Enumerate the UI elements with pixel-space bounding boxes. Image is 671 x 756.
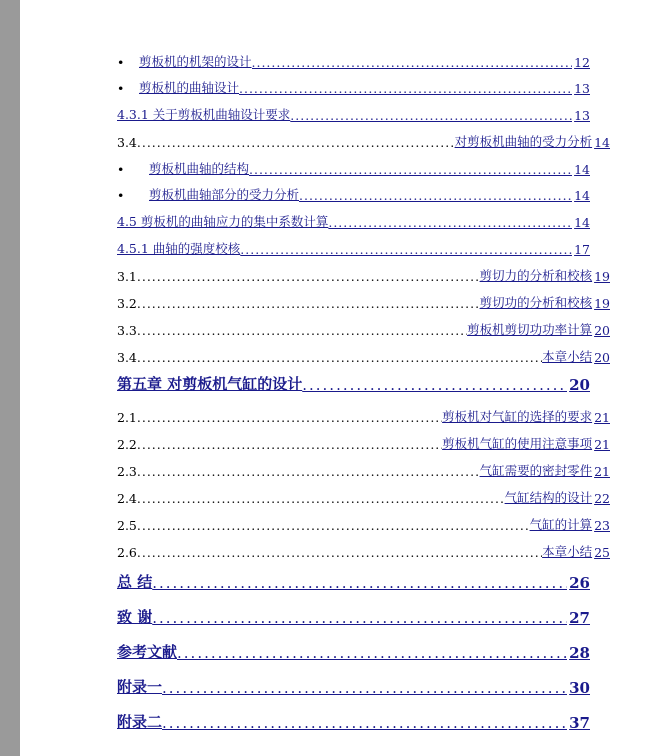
- toc-page-number[interactable]: 30: [569, 679, 590, 697]
- toc-entry[interactable]: [117, 345, 610, 365]
- toc-entry[interactable]: [117, 603, 590, 627]
- toc-leader-dots: [137, 518, 530, 533]
- toc-page-number[interactable]: 19: [594, 269, 610, 284]
- toc-entry[interactable]: [117, 459, 610, 479]
- toc-leader-dots: [137, 464, 480, 479]
- toc-entry-number: 3.4: [117, 350, 137, 365]
- toc-page-number[interactable]: 12: [574, 55, 590, 70]
- toc-entry[interactable]: [117, 370, 590, 394]
- toc-entry[interactable]: [117, 237, 590, 257]
- toc-leader-dots: [177, 644, 567, 662]
- toc-entry-title[interactable]: 4.5 剪板机的曲轴应力的集中系数计算: [117, 214, 329, 229]
- toc-entry-title[interactable]: 总 结: [117, 573, 153, 591]
- toc-leader-dots: [152, 609, 567, 627]
- toc-entry-title[interactable]: 4.3.1 关于剪板机曲轴设计要求: [117, 107, 291, 122]
- bullet-icon: •: [117, 81, 125, 96]
- toc-entry[interactable]: [117, 638, 590, 662]
- toc-entry[interactable]: [117, 568, 590, 592]
- toc-entry[interactable]: [117, 130, 610, 150]
- toc-page-number[interactable]: 14: [574, 188, 590, 203]
- toc-leader-dots: [252, 55, 573, 70]
- toc-entry-number: 2.2: [117, 437, 137, 452]
- toc-page-number[interactable]: 21: [594, 437, 610, 452]
- toc-page-number[interactable]: 14: [574, 215, 590, 230]
- toc-entry-number: 3.4: [117, 135, 137, 150]
- toc-entry[interactable]: [117, 157, 590, 177]
- toc-leader-dots: [137, 323, 467, 338]
- toc-entry-title[interactable]: 剪板机的机架的设计: [139, 54, 252, 69]
- toc-entry-title[interactable]: 对剪板机曲轴的受力分析: [454, 134, 593, 149]
- toc-page-number[interactable]: 28: [569, 644, 590, 662]
- bullet-icon: •: [117, 55, 125, 70]
- toc-leader-dots: [137, 410, 442, 425]
- toc-leader-dots: [137, 269, 480, 284]
- toc-entry[interactable]: [117, 673, 590, 697]
- toc-page-number[interactable]: 25: [594, 545, 610, 560]
- toc-entry-number: 3.3: [117, 323, 137, 338]
- toc-page-number[interactable]: 23: [594, 518, 610, 533]
- toc-entry-title[interactable]: 剪板机气缸的使用注意事项: [442, 436, 593, 451]
- toc-leader-dots: [137, 135, 455, 150]
- toc-entry-title[interactable]: 气缸结构的设计: [504, 490, 593, 505]
- toc-entry[interactable]: [117, 708, 590, 732]
- document-page: [20, 0, 671, 756]
- toc-page-number[interactable]: 22: [594, 491, 610, 506]
- toc-entry[interactable]: [117, 432, 610, 452]
- toc-entry[interactable]: [117, 291, 610, 311]
- toc-leader-dots: [328, 215, 572, 230]
- toc-leader-dots: [137, 350, 542, 365]
- window-left-gutter: [0, 0, 20, 756]
- toc-entry-number: 2.4: [117, 491, 137, 506]
- toc-entry-title[interactable]: 剪板机对气缸的选择的要求: [442, 409, 593, 424]
- toc-entry-title[interactable]: 4.5.1 曲轴的强度校核: [117, 241, 241, 256]
- toc-entry-number: 2.1: [117, 410, 137, 425]
- bullet-icon: •: [117, 188, 125, 203]
- toc-entry-title[interactable]: 剪板机曲轴的结构: [149, 161, 250, 176]
- toc-entry-number: 3.2: [117, 296, 137, 311]
- toc-entry-title[interactable]: 附录一: [117, 678, 163, 696]
- toc-page-number[interactable]: 13: [574, 81, 590, 96]
- toc-entry-title[interactable]: 致 谢: [117, 608, 153, 626]
- toc-entry[interactable]: [117, 183, 590, 203]
- toc-entry-title[interactable]: 气缸的计算: [529, 517, 593, 532]
- toc-leader-dots: [302, 376, 567, 394]
- toc-leader-dots: [249, 162, 572, 177]
- toc-page-number[interactable]: 14: [574, 162, 590, 177]
- toc-entry-title[interactable]: 附录二: [117, 713, 163, 731]
- toc-entry-title[interactable]: 剪板机曲轴部分的受力分析: [149, 187, 300, 202]
- toc-entry[interactable]: [117, 513, 610, 533]
- toc-entry-number: 2.6: [117, 545, 137, 560]
- toc-entry-title[interactable]: 本章小结: [542, 349, 593, 364]
- toc-page-number[interactable]: 26: [569, 574, 590, 592]
- toc-leader-dots: [137, 491, 505, 506]
- toc-page-number[interactable]: 20: [594, 323, 610, 338]
- toc-page-number[interactable]: 27: [569, 609, 590, 627]
- toc-page-number[interactable]: 21: [594, 464, 610, 479]
- toc-leader-dots: [239, 81, 572, 96]
- toc-entry[interactable]: [117, 318, 610, 338]
- toc-entry-number: 2.5: [117, 518, 137, 533]
- toc-page-number[interactable]: 20: [594, 350, 610, 365]
- toc-entry[interactable]: [117, 76, 590, 96]
- toc-leader-dots: [240, 242, 572, 257]
- toc-page-number[interactable]: 20: [569, 376, 590, 394]
- toc-leader-dots: [290, 108, 572, 123]
- toc-entry-title[interactable]: 剪板机的曲轴设计: [139, 80, 240, 95]
- toc-page-number[interactable]: 37: [569, 714, 590, 732]
- toc-entry[interactable]: [117, 210, 590, 230]
- toc-entry-title[interactable]: 剪切力的分析和校核: [479, 268, 593, 283]
- toc-leader-dots: [162, 714, 567, 732]
- toc-leader-dots: [137, 296, 480, 311]
- toc-entry-title[interactable]: 剪板机剪切功功率计算: [467, 322, 593, 337]
- toc-entry-title[interactable]: 参考文献: [117, 643, 178, 661]
- toc-entry-title[interactable]: 本章小结: [542, 544, 593, 559]
- toc-page-number[interactable]: 19: [594, 296, 610, 311]
- toc-entry-title[interactable]: 气缸需要的密封零件: [479, 463, 593, 478]
- toc-entry[interactable]: [117, 264, 610, 284]
- toc-leader-dots: [137, 545, 542, 560]
- toc-page-number[interactable]: 17: [574, 242, 590, 257]
- toc-leader-dots: [152, 574, 567, 592]
- toc-leader-dots: [299, 188, 572, 203]
- toc-page-number[interactable]: 21: [594, 410, 610, 425]
- toc-entry-number: 2.3: [117, 464, 137, 479]
- toc-entry-title[interactable]: 剪切功的分析和校核: [479, 295, 593, 310]
- bullet-icon: •: [117, 162, 125, 177]
- toc-entry-number: 3.1: [117, 269, 137, 284]
- toc-entry[interactable]: [117, 405, 610, 425]
- toc-entry-title[interactable]: 第五章 对剪板机气缸的设计: [117, 375, 303, 393]
- toc-leader-dots: [137, 437, 442, 452]
- toc-entry[interactable]: [117, 50, 590, 70]
- toc-entry[interactable]: [117, 540, 610, 560]
- toc-entry[interactable]: [117, 486, 610, 506]
- toc-page-number[interactable]: 14: [594, 135, 610, 150]
- toc-leader-dots: [162, 679, 567, 697]
- toc-entry[interactable]: [117, 103, 590, 123]
- toc-page-number[interactable]: 13: [574, 108, 590, 123]
